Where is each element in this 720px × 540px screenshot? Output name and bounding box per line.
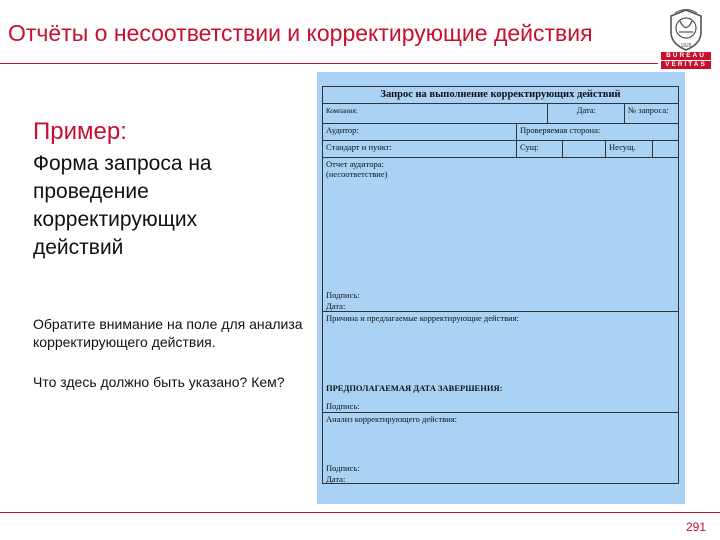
title-divider: [0, 63, 658, 64]
logo-year: 1828: [680, 43, 692, 49]
signature-label-2: Подпись:: [326, 401, 360, 411]
form-row-standard: [323, 141, 678, 158]
form-title-row: [323, 87, 678, 104]
logo-band-bureau: BUREAU: [661, 52, 711, 60]
example-heading: Пример:: [33, 118, 127, 145]
company-label: Компания:: [326, 107, 358, 115]
nonconformity-label: (несоответствие): [326, 169, 388, 179]
request-no-label: № запроса:: [628, 105, 669, 115]
date-label: Дата:: [576, 105, 596, 115]
auditor-report-label: Отчет аудитора:: [326, 159, 384, 169]
form-section-auditor-report: [323, 158, 678, 312]
minor-cell: [605, 141, 652, 157]
analysis-label: Анализ корректирующего действия:: [326, 414, 457, 424]
standard-cell: [323, 141, 516, 157]
bureau-veritas-logo: [661, 6, 711, 68]
request-no-cell: [624, 104, 678, 123]
major-label: Сущ:: [520, 142, 539, 152]
example-subtitle: Форма запроса на проведение корректирующих действий: [33, 152, 212, 259]
audited-party-label: Проверяемая сторона:: [520, 125, 601, 135]
auditor-cell: [323, 124, 516, 140]
form-section-cause: [323, 312, 678, 413]
page-title: Отчёты о несоответствии и корректирующие действия: [8, 20, 593, 46]
date-label-2: Дата:: [326, 301, 346, 311]
form-row-company: [323, 104, 678, 124]
signature-label-1: Подпись:: [326, 290, 360, 300]
corrective-action-request-form: [322, 86, 679, 484]
note-question: Что здесь должно быть указано? Кем?: [33, 374, 285, 390]
minor-checkbox-cell: [652, 141, 678, 157]
footer-divider: [0, 512, 720, 513]
date-cell: [547, 104, 624, 123]
audited-party-cell: [516, 124, 678, 140]
standard-label: Стандарт и пункт:: [326, 142, 392, 152]
minor-label: Несущ.: [609, 142, 636, 152]
logo-band-veritas: VERITAS: [661, 61, 711, 69]
note-analysis-field: Обратите внимание на поле для анализа корректирующего действия.: [33, 316, 303, 350]
date-label-3: Дата:: [326, 474, 346, 484]
auditor-label: Аудитор:: [326, 125, 359, 135]
completion-date-label: ПРЕДПОЛАГАЕМАЯ ДАТА ЗАВЕРШЕНИЯ:: [326, 383, 503, 393]
form-row-auditor: [323, 124, 678, 141]
cause-label: Причина и предлагаемые корректирующие действия:: [326, 313, 519, 323]
page-number: 291: [685, 520, 706, 534]
signature-label-3: Подпись:: [326, 463, 360, 473]
form-title: Запрос на выполнение корректирующих действий: [380, 89, 621, 100]
form-section-analysis: [323, 413, 678, 485]
form-panel: [317, 72, 685, 504]
major-checkbox-cell: [562, 141, 605, 157]
crest-emblem-icon: [667, 6, 705, 51]
company-cell: [323, 104, 547, 123]
major-cell: [516, 141, 562, 157]
